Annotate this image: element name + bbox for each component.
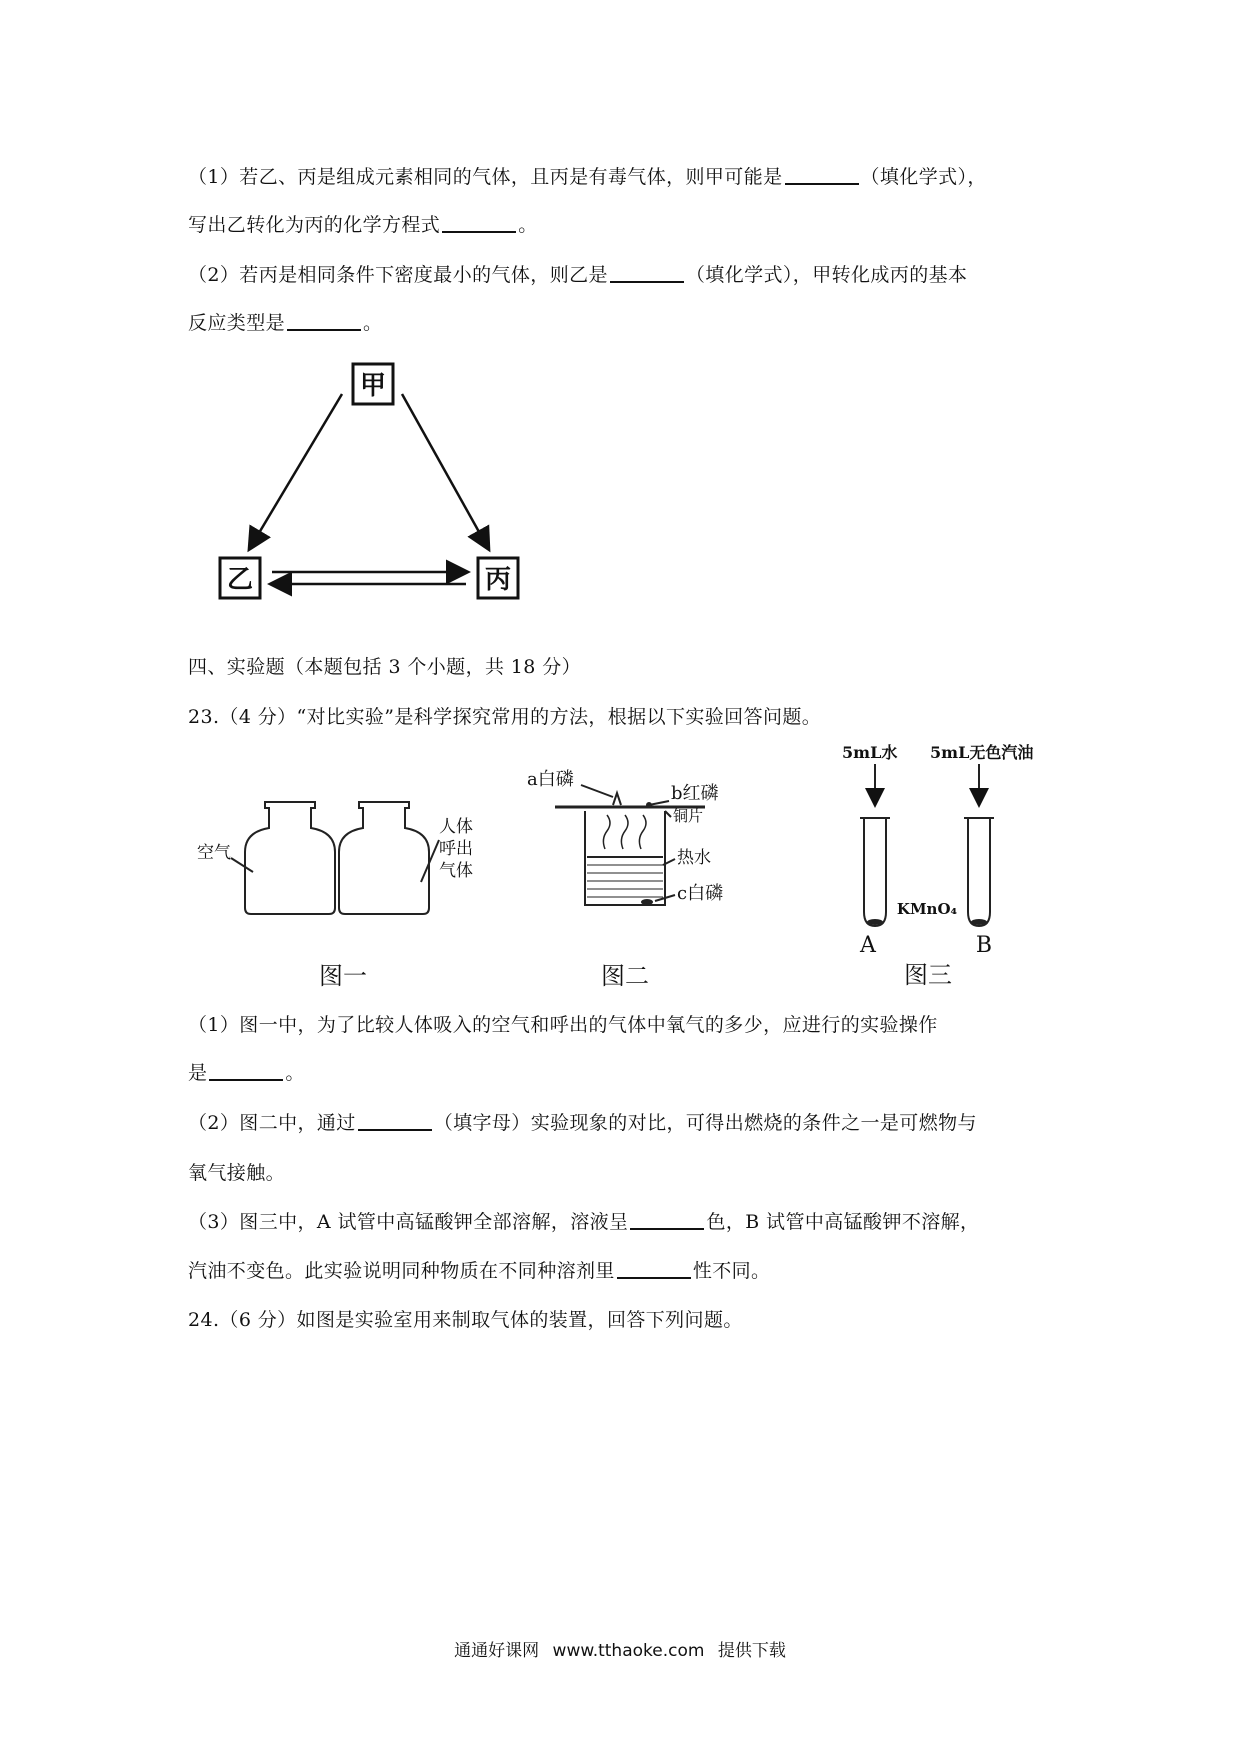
answer-blank[interactable]	[617, 1259, 691, 1279]
footer-suffix: 提供下载	[717, 1641, 786, 1661]
answer-blank[interactable]	[630, 1210, 704, 1230]
footer-url[interactable]: www.tthaoke.com	[552, 1641, 705, 1661]
q23-part2-line1: （2）图二中，通过 （填字母）实验现象的对比，可得出燃烧的条件之一是可燃物与	[188, 1112, 977, 1134]
q23-part3-line1: （3）图三中，A 试管中高锰酸钾全部溶解，溶液呈 色，B 试管中高锰酸钾不溶解，	[188, 1211, 980, 1233]
q22-part2-line2: 反应类型是 。	[188, 312, 383, 334]
label-b: b红磷	[671, 783, 719, 804]
answer-blank[interactable]	[209, 1061, 283, 1081]
label-exhaled-1: 人体	[439, 817, 473, 837]
figure-two-beaker	[525, 755, 755, 1000]
label-exhaled-3: 气体	[439, 861, 473, 881]
bottle-air	[245, 802, 335, 914]
q23-part3-line2: 汽油不变色。此实验说明同种物质在不同种溶剂里 性不同。	[188, 1260, 771, 1282]
caption-figure-three: 图三	[904, 961, 952, 989]
label-jia: 甲	[359, 371, 387, 401]
answer-blank[interactable]	[610, 263, 684, 283]
label-kmno4: KMnO₄	[896, 900, 958, 918]
caption-figure-one: 图一	[319, 962, 367, 990]
label-tube-b: B	[975, 933, 993, 958]
arrow-jia-to-yi	[250, 394, 342, 548]
label-yi: 乙	[226, 565, 254, 595]
q22-part2-line1: （2）若丙是相同条件下密度最小的气体，则乙是 （填化学式），甲转化成丙的基本	[188, 264, 968, 286]
answer-blank[interactable]	[785, 165, 859, 185]
label-gasoline: 5mL无色汽油	[930, 743, 1034, 762]
label-a: a白磷	[527, 769, 574, 790]
q24-intro: 24.（6 分）如图是实验室用来制取气体的装置，回答下列问题。	[188, 1309, 743, 1331]
figure-three-test-tubes	[830, 740, 1060, 1000]
footer-site: 通通好课网	[454, 1641, 540, 1661]
white-phosphorus-a	[613, 793, 621, 805]
q22-part1-line2: 写出乙转化为丙的化学方程式 。	[188, 214, 538, 236]
label-water: 5mL水	[842, 743, 898, 762]
section-title: 四、实验题（本题包括 3 个小题，共 18 分）	[188, 656, 582, 678]
label-tube-a: A	[860, 933, 876, 958]
label-hot-water: 热水	[677, 848, 711, 868]
page-footer	[0, 1636, 1240, 1661]
label-c: c白磷	[677, 883, 724, 904]
caption-figure-two: 图二	[601, 962, 649, 990]
q23-part1-line2: 是 。	[188, 1062, 305, 1084]
q22-part1-line1: （1）若乙、丙是组成元素相同的气体，且丙是有毒气体，则甲可能是 （填化学式），	[188, 166, 987, 188]
white-phosphorus-c	[641, 899, 653, 905]
test-tube-a	[864, 818, 886, 926]
label-exhaled-2: 呼出	[439, 839, 473, 859]
label-air: 空气	[197, 843, 231, 863]
red-phosphorus-b	[646, 802, 652, 808]
q23-intro: 23.（4 分）“对比实验”是科学探究常用的方法，根据以下实验回答问题。	[188, 706, 822, 728]
test-tube-b	[968, 818, 990, 926]
answer-blank[interactable]	[287, 311, 361, 331]
figure-one-bottles	[195, 790, 473, 1000]
bottle-exhaled	[339, 802, 429, 914]
label-bing: 丙	[484, 565, 512, 595]
q23-part1-line1: （1）图一中，为了比较人体吸入的空气和呼出的气体中氧气的多少，应进行的实验操作	[188, 1014, 938, 1036]
answer-blank[interactable]	[358, 1111, 432, 1131]
answer-blank[interactable]	[442, 213, 516, 233]
label-copper: 铜片	[673, 807, 704, 825]
arrow-jia-to-bing	[402, 394, 488, 548]
conversion-triangle-diagram	[210, 360, 540, 610]
q23-part2-line2: 氧气接触。	[188, 1162, 286, 1184]
